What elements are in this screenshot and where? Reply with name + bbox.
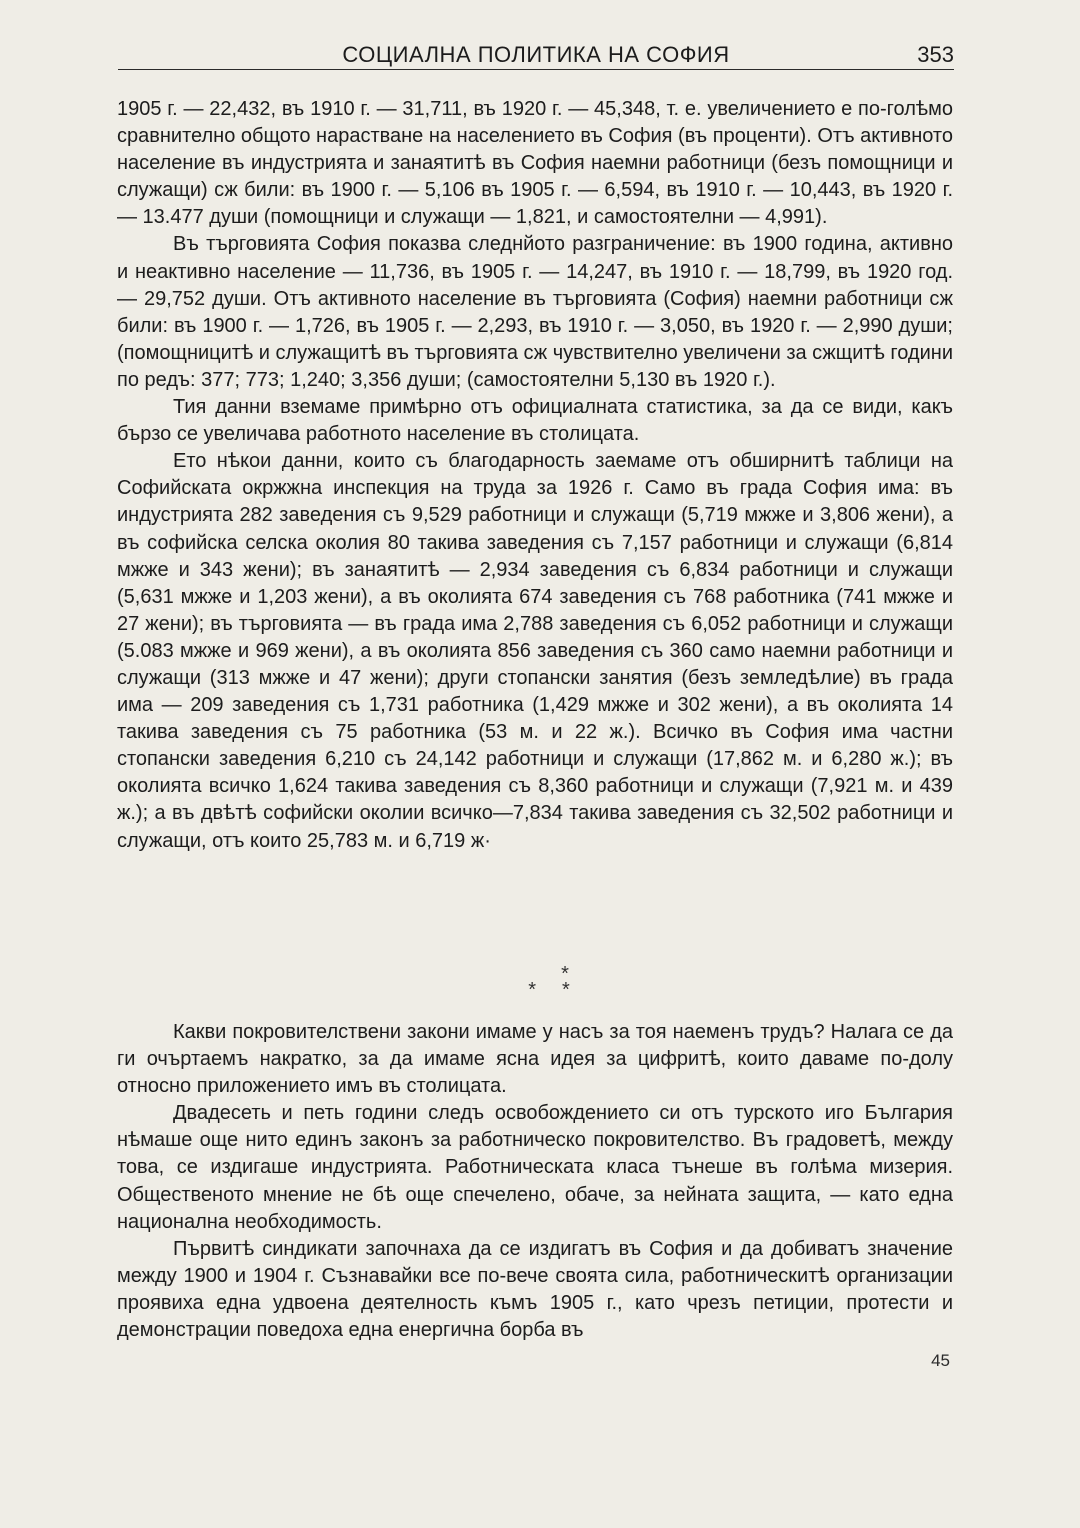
paragraph-continuation: 1905 г. — 22,432, въ 1910 г. — 31,711, въ 1920 г. — 45,348, т. е. увеличението е по-голѣмо сравнително общото нарастване на населението въ София (въ проценти). Отъ активното население въ индустрията и занаятитѣ въ София наемни работници (безъ помощници и служащи) сж били: въ 1900 г. — 5,106 въ 1905 г. — 6,594, въ 1910 г. — 10,443, въ 1920 г. — 13.477 души (помощници и служащи — 1,821, и самостоятелни — 4,991). [117,98,953,229]
paragraph-inspection-data: Ето нѣкои данни, които съ благодарность заемаме отъ обширнитѣ таблици на Софийската окржжна инспекция на труда за 1926 г. Само въ града София има: въ индустрията 282 заведения съ 9,529 работници и служащи (5,719 мжже и 3,806 жени), а въ софийска селска околия 80 такива заведения съ 7,157 работници и служащи (6,814 мжже и 343 жени); въ занаятитѣ — 2,934 заведения съ 6,834 работници и служащи (5,631 мжже и 1,203 жени), а въ околията 674 заведения съ 768 работника (741 мжже и 27 жени); въ търговията — въ града има 2,788 заведения съ 6,052 работници и служащи (5.083 мжже и 969 жени), а въ околията 856 заведения съ 360 само наемни работници и служащи (313 мжже и 47 жени); други стопански занятия (безъ земледѣлие) въ града има — 209 заведения съ 1,731 работника (1,429 мжже и 302 жени), а въ околията 14 такива заведения съ 75 работника (53 м. и 22 ж.). Всичко въ София има частни стопански заведения 6,210 съ 24,142 работници и служащи (17,862 м. и 6,280 ж.); въ околията всичко 1,624 такива заведения съ 8,360 работници и служащи (7,921 м. и 439 ж.); а въ двѣтѣ софийски околии всичко—7,834 такива заведения съ 32,502 работници и служащи, отъ които 25,783 м. и 6,719 ж· [117,450,953,852]
body-text-section-1 [117,96,953,855]
page-number: 353 [917,42,954,67]
paragraph-trade: Въ търговията София показва следнйото разграничение: въ 1900 година, активно и неактивно население — 11,736, въ 1905 г. — 14,247, въ 1910 г. — 18,799, въ 1920 год. — 29,752 души. Отъ активното население въ търговията (София) наемни работници сж били: въ 1900 г. — 1,726, въ 1905 г. — 2,293, въ 1910 г. — 3,050, въ 1920 г. — 2,990 души; (помощницитѣ и служащитѣ въ търговията сж чувствително увеличени за сжщитѣ години по редъ: 377; 773; 1,240; 3,356 души; (самостоятелни 5,130 въ 1920 г.). [117,233,953,391]
paragraph-first-syndicates: Първитѣ синдикати започнаха да се издигатъ въ София и да добиватъ значение между 1900 и 1904 г. Съзнавайки все по-вече своята сила, работническитѣ организации проявиха една удвоена деятелность къмъ 1905 г., като чрезъ петиции, протести и демонстрации поведоха една енергична борба въ [117,1237,953,1342]
asterisk-bottom: ** [528,979,596,1001]
header-rule [118,69,954,70]
section-separator [0,963,1080,1001]
body-text-section-2 [117,1019,953,1344]
paragraph-laws-question: Какви покровителствени закони имаме у насъ за тоя наеменъ трудъ? Налага се да ги очъртаемъ накратко, за да имаме ясна идея за цифритѣ, които даваме по-долу относно приложението имъ въ столицата. [117,1021,953,1098]
paragraph-statistics-note: Тия данни вземаме примѣрно отъ официалната статистика, за да се види, какъ бързо се увеличава работното население въ столицата. [117,396,953,446]
signature-mark: 45 [931,1351,950,1370]
paragraph-twenty-five-years: Двадесеть и петь години следъ освобождението си отъ турското иго България нѣмаше още нито единъ законъ за работническо покровителство. Въ градоветѣ, между това, се издигаше индустрията. Работническата класа тънеше въ голѣма мизерия. Общественото мнение не бѣ още спечелено, обаче, за нейната защита, — като една национална необходимость. [117,1102,953,1233]
running-header [118,40,954,70]
running-title: СОЦИАЛНА ПОЛИТИКА НА СОФИЯ [342,42,730,67]
asterisk-top: * [561,963,569,985]
